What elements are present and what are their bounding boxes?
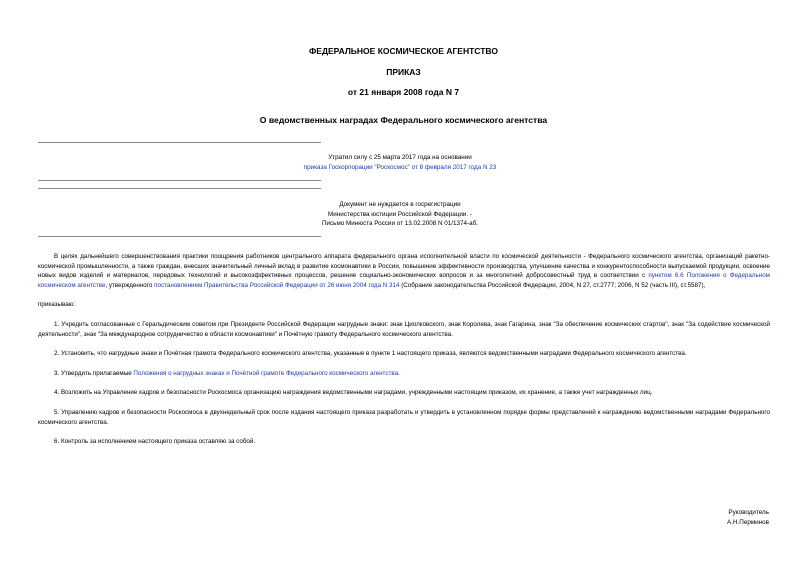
divider <box>38 188 321 189</box>
preamble-paragraph <box>38 252 770 290</box>
organization-title: ФЕДЕРАЛЬНОЕ КОСМИЧЕСКОЕ АГЕНТСТВО <box>309 46 498 56</box>
document-date: от 21 января 2008 года N 7 <box>347 87 460 97</box>
order-item-3-text: 3. Утвердить прилагаемые <box>54 369 134 377</box>
registration-notice-line: Письмо Минюста России от 13.02.2008 N 01/1374-аб. <box>321 220 478 228</box>
order-item-2: 2. Установить, что нагрудные знаки и Почётная грамота Федерального космического агентства, указанные в пункте 1 настоящего приказа, являются ведомственными наградами Федерального космического агентства. <box>54 350 687 358</box>
divider <box>38 236 321 237</box>
registration-notice <box>230 200 570 229</box>
document-type: ПРИКАЗ <box>386 67 421 77</box>
order-word: приказываю: <box>38 301 76 309</box>
government-resolution-link[interactable]: постановлением Правительства Российской Федерации от 26 июня 2004 года N 314 <box>154 281 400 289</box>
preamble-text: В целях дальнейшего совершенствования практики поощрения работников центрального аппарата федерального органа исполнительной власти по космической деятельности - Федерального космического агентства, организаций ракетно-космической промышленности, а также граждан, внесших значительный личный вклад в развитие космонавтики в России, повышение эффективности производства, улучшение качества и конкурентоспособности выпускаемой продукции, освоение новых видов изделий и материалов, передовых технологий и высокоэффективных процессов, решение социально-экономических вопросов и за многолетний добросовестный труд в соответствии с <box>38 253 770 280</box>
expired-notice-text: Утратил силу с 25 марта 2017 года на основании <box>328 154 472 161</box>
signer-name: А.Н.Перминов <box>727 519 769 526</box>
order-item-5: 5. Управлению кадров и безопасности Роскосмоса в двухнедельный срок после издания настоящего приказа разработать и утвердить в установленном порядке формы представлений к награждению ведомственными наградами Федерального космического агентства. <box>38 408 770 426</box>
order-item-4: 4. Возложить на Управление кадров и безопасности Роскосмоса организацию награждения ведомственными наградами, учрежденными настоящим приказом, их хранение, а также учет награжденных лиц. <box>54 389 653 397</box>
document-subject: О ведомственных наградах Федерального космического агентства <box>259 115 548 125</box>
divider <box>38 142 321 143</box>
signature-block <box>727 508 769 528</box>
registration-notice-line: Министерства юстиции Российской Федерации. - <box>327 210 472 218</box>
preamble-text: (Собрание законодательства Российской Федерации, 2004, N 27, ст.2777; 2006, N 52 (часть III), ст.5587), <box>399 281 706 289</box>
order-item-1: 1. Учредить согласованные с Геральдическим советом при Президенте Российской Федерации нагрудные знаки: знак Циолковского, знак Королева, знак Гагарина, знак "За обеспечение космических стартов", знак "За содействие космической деятельности", знак "За международное сотрудничество в области космонавтики" и Почётную грамоту Федерального космического агентства. <box>38 320 770 338</box>
regulation-link[interactable]: пунктом 6.6 Положения о Федеральном космическом агентстве <box>38 272 771 289</box>
order-item-3 <box>38 369 770 379</box>
signer-position: Руководитель <box>728 509 769 516</box>
expired-notice <box>230 153 570 172</box>
divider <box>38 180 321 181</box>
awards-regulations-link[interactable]: Положения о нагрудных знаках и Почётной грамоте Федерального космического агентства <box>133 369 399 377</box>
order-item-6: 6. Контроль за исполнением настоящего приказа оставляю за собой. <box>54 438 256 446</box>
document-body <box>38 252 770 447</box>
expired-notice-link[interactable]: приказа Госкорпорации "Роскосмос" от 8 февраля 2017 года N 23 <box>303 163 497 171</box>
order-item-3-end: . <box>398 369 400 377</box>
registration-notice-line: Документ не нуждается в госрегистрации <box>339 201 461 208</box>
preamble-text: , утвержденного <box>105 281 155 289</box>
